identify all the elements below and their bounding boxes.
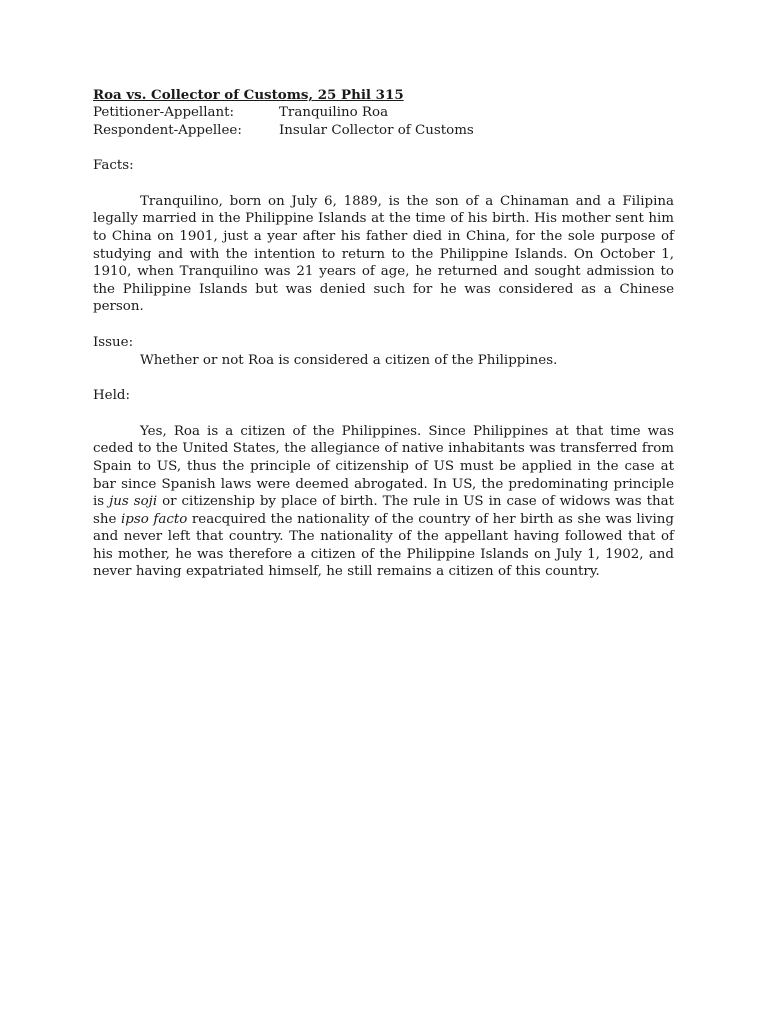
held-text-part3: reacquired the nationality of the country of her birth as she was living and never left that country. The nationality of the appellant having followed that of his mother, he was therefore a citizen of the Philippine Islands on July 1, 1902, and never having expatriated himself, he still remains a citizen of this country.: [93, 511, 674, 580]
issue-paragraph: Whether or not Roa is considered a citizen of the Philippines.: [140, 352, 558, 368]
petitioner-row: [93, 104, 674, 122]
petitioner-label: Petitioner-Appellant:: [93, 105, 235, 120]
held-text-part2: or citizenship by place of birth. The rule in US in case of widows was that she: [93, 494, 674, 527]
document-content: [93, 86, 674, 581]
facts-paragraph: Tranquilino, born on July 6, 1889, is the son of a Chinaman and a Filipina legally married in the Philippine Islands at the time of his birth. His mother sent him to China on 1901, just a year after his father died in China, for the sole purpose of studying and with the intention to return to the Philippine Islands. On October 1, 1910, when Tranquilino was 21 years of age, he returned and sought admission to the Philippine Islands but was denied such for he was considered as a Chinese person.: [93, 193, 674, 315]
held-italic-ipso-facto: ipso facto: [121, 511, 188, 527]
held-italic-jus-soji: jus soji: [109, 494, 158, 510]
facts-heading: Facts:: [93, 158, 134, 174]
held-heading: Held:: [93, 388, 130, 404]
respondent-label: Respondent-Appellee:: [93, 122, 242, 138]
petitioner-value: Tranquilino Roa: [279, 105, 389, 120]
respondent-value: Insular Collector of Customs: [279, 122, 474, 138]
issue-heading: Issue:: [93, 334, 134, 350]
respondent-row: [93, 122, 674, 140]
case-title: Roa vs. Collector of Customs, 25 Phil 315: [93, 87, 404, 103]
held-text-part1: Yes, Roa is a citizen of the Philippines. Since Philippines at that time was ceded to the United States, the allegiance of native inhabitants was transferred from Spain to US, thus the principle of citizenship of US must be applied in the case at bar since Spanish laws were deemed abrogated. In US, the predominating principle is: [93, 423, 674, 510]
held-paragraph: [93, 423, 674, 581]
